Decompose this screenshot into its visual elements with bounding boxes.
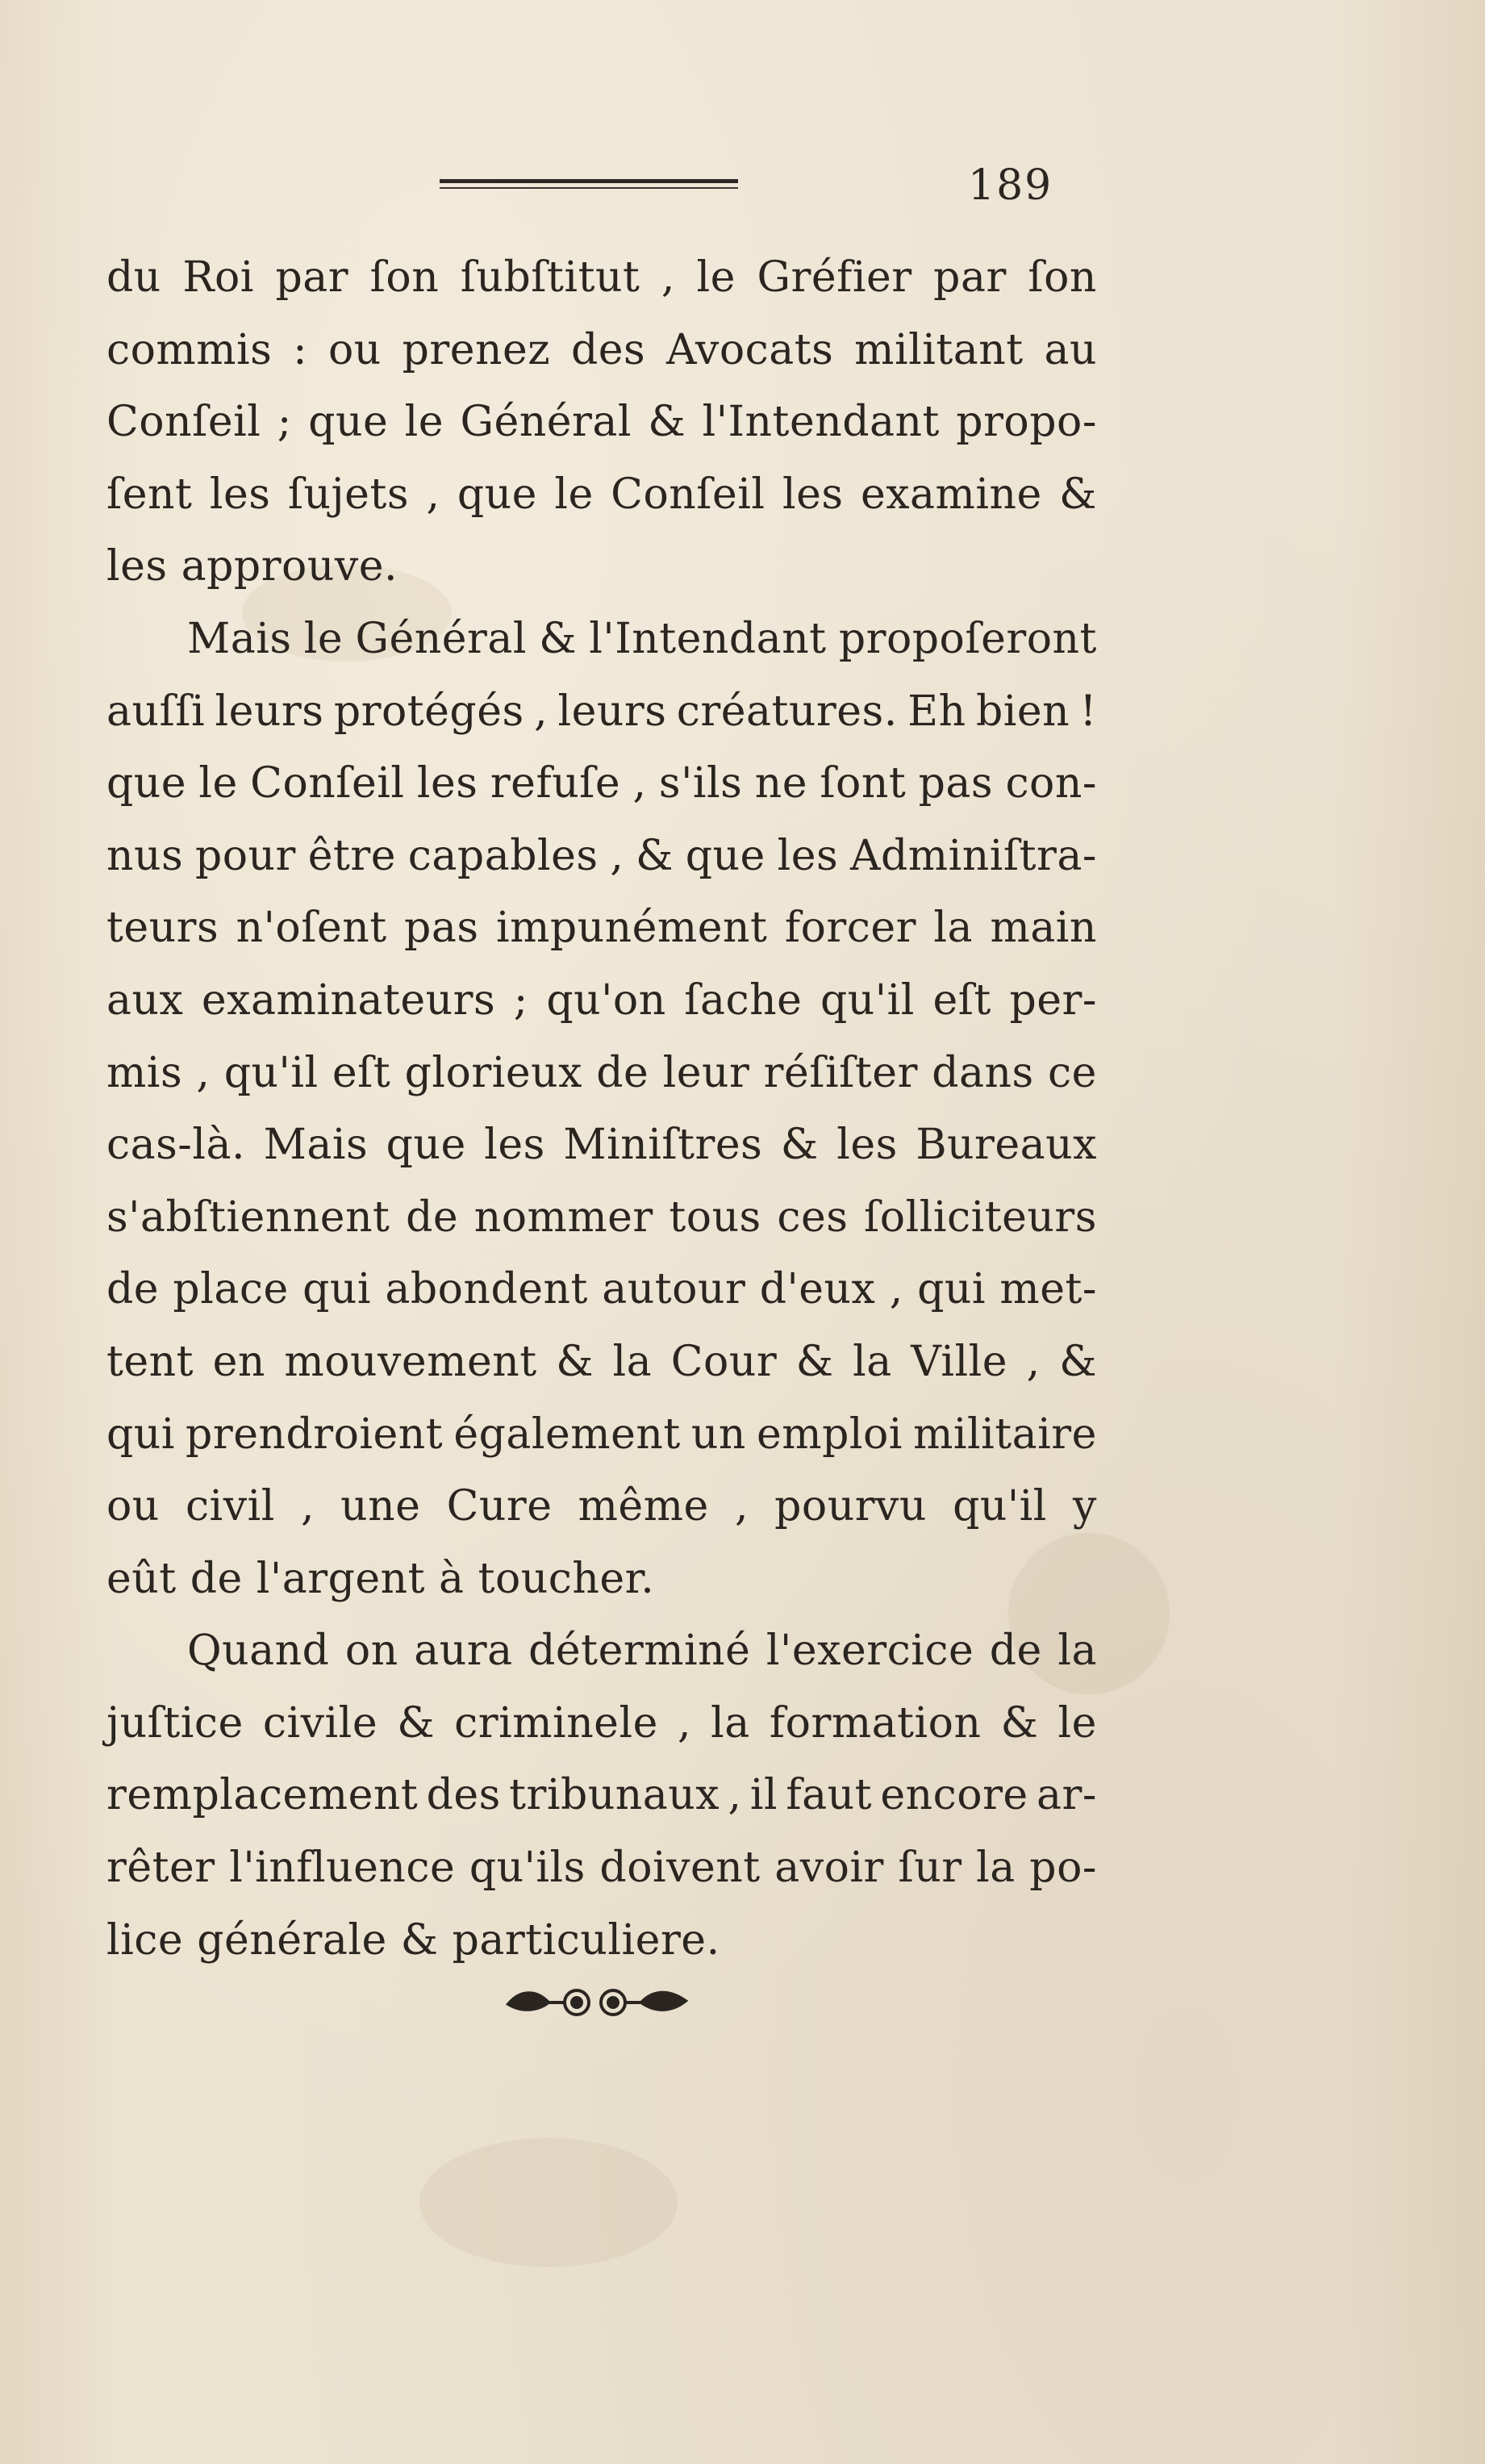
text-line: [106, 892, 1097, 965]
word: ,: [632, 759, 647, 808]
word: forcer: [784, 904, 916, 953]
word: l'exercice: [765, 1627, 974, 1676]
word: nus: [106, 831, 184, 880]
header-rule: [440, 179, 738, 190]
word: ,: [661, 253, 675, 302]
word: ce: [1047, 1048, 1097, 1097]
word: Général: [355, 614, 528, 663]
text-line: [106, 603, 1097, 676]
word: ſolliciteurs: [864, 1192, 1097, 1242]
word: leurs: [557, 687, 667, 736]
word: nommer: [473, 1192, 653, 1242]
word: que: [685, 831, 765, 880]
word: qu'il: [953, 1482, 1047, 1531]
text-line: [106, 748, 1097, 821]
word: auſſi: [106, 687, 206, 736]
word: ,: [534, 687, 549, 736]
text-line: [106, 1399, 1097, 1472]
word: juſtice: [106, 1698, 244, 1748]
word: &: [1059, 470, 1097, 519]
text-line: [106, 1615, 1097, 1688]
text-line: [106, 1038, 1097, 1110]
word: les: [782, 470, 844, 519]
word: cas-là.: [106, 1121, 246, 1170]
word: qui: [917, 1265, 987, 1314]
word: la: [976, 1844, 1016, 1893]
text-line: [106, 1254, 1097, 1326]
word: refuſe: [490, 759, 621, 808]
word: &: [795, 1337, 834, 1386]
word: civil: [185, 1482, 275, 1531]
word: con-: [1005, 759, 1097, 808]
text-line: [106, 821, 1097, 893]
word: également: [453, 1409, 681, 1459]
paper-stain: [419, 2138, 678, 2267]
text-line: eût de l'argent à toucher.: [106, 1554, 655, 1603]
word: la: [933, 904, 974, 953]
word: réſiſter: [763, 1048, 918, 1097]
word: il: [749, 1771, 778, 1820]
word: l'Intendant: [702, 398, 940, 447]
word: &: [648, 398, 686, 447]
text-line: lice générale & particuliere.: [106, 1915, 720, 1965]
word: Conſeil: [611, 470, 765, 519]
word: la: [711, 1698, 750, 1748]
word: teurs: [106, 904, 219, 953]
word: &: [539, 614, 578, 663]
word: leurs: [215, 687, 324, 736]
word: Roi: [182, 253, 254, 302]
word: le: [554, 470, 594, 519]
word: ;: [277, 398, 292, 447]
word: pourvu: [774, 1482, 927, 1531]
word: les: [484, 1121, 545, 1170]
word: eſt: [332, 1048, 391, 1097]
word: civile: [262, 1698, 378, 1748]
word: Ville: [911, 1337, 1008, 1386]
word: qu'il: [820, 975, 915, 1025]
word: emploi: [757, 1409, 903, 1459]
word: pas: [918, 759, 994, 808]
text-line: [106, 1326, 1097, 1399]
text-line: [106, 315, 1097, 387]
word: faut: [786, 1771, 873, 1820]
word: Conſeil: [106, 398, 261, 447]
word: n'oſent: [236, 904, 387, 953]
word: par: [933, 253, 1007, 302]
word: que: [386, 1121, 466, 1170]
word: prendroient: [186, 1409, 444, 1459]
word: par: [275, 253, 349, 302]
text-line: [106, 1760, 1097, 1832]
word: avoir: [774, 1844, 884, 1893]
word: ,: [610, 831, 624, 880]
word: autour: [602, 1265, 746, 1314]
word: Adminiſtra-: [849, 831, 1097, 880]
word: aura: [414, 1627, 513, 1676]
page-number: 189: [968, 161, 1053, 210]
text-line: [106, 1471, 1097, 1543]
word: criminele: [454, 1698, 658, 1748]
word: ſur: [898, 1844, 962, 1893]
word: ;: [513, 975, 528, 1025]
word: des: [426, 1771, 501, 1820]
word: le: [696, 253, 736, 302]
word: déterminé: [528, 1627, 751, 1676]
word: &: [397, 1698, 436, 1748]
word: rêter: [106, 1844, 215, 1893]
word: du: [106, 253, 161, 302]
text-line: [106, 1182, 1097, 1255]
word: pour: [194, 831, 296, 880]
word: l'Intendant: [589, 614, 827, 663]
word: ſont: [820, 759, 907, 808]
word: per-: [1009, 975, 1097, 1025]
word: Mais: [187, 614, 292, 663]
word: ſujets: [287, 470, 410, 519]
word: capables: [407, 831, 599, 880]
word: mouvement: [284, 1337, 537, 1386]
word: le: [198, 759, 238, 808]
word: &: [636, 831, 674, 880]
word: tous: [669, 1192, 761, 1242]
word: ſubſtitut: [460, 253, 640, 302]
word: formation: [769, 1698, 982, 1748]
word: que: [457, 470, 537, 519]
word: un: [690, 1409, 746, 1459]
word: !: [1079, 687, 1097, 736]
word: le: [404, 398, 444, 447]
word: propo-: [956, 398, 1097, 447]
word: qu'ils: [469, 1844, 586, 1893]
word: tent: [106, 1337, 194, 1386]
word: remplacement: [106, 1771, 419, 1820]
word: d'eux: [759, 1265, 876, 1314]
word: au: [1044, 325, 1097, 374]
word: ,: [196, 1048, 211, 1097]
word: de: [106, 1265, 160, 1314]
word: des: [570, 325, 646, 374]
word: Bureaux: [916, 1121, 1097, 1170]
text-line: [106, 965, 1097, 1038]
word: qu'il: [223, 1048, 319, 1097]
header-rule-thin: [440, 187, 738, 189]
word: &: [1000, 1698, 1039, 1748]
word: s'abſtiennent: [106, 1192, 390, 1242]
word: la: [853, 1337, 892, 1386]
word: ,: [300, 1482, 315, 1531]
page-header: [0, 161, 1485, 210]
word: encore: [880, 1771, 1028, 1820]
word: eſt: [932, 975, 991, 1025]
text-line: [106, 1688, 1097, 1760]
word: Miniſtres: [563, 1121, 763, 1170]
word: &: [1059, 1337, 1097, 1386]
word: les: [836, 1121, 898, 1170]
word: les: [209, 470, 271, 519]
word: les: [777, 831, 839, 880]
word: protégés: [333, 687, 524, 736]
word: on: [344, 1627, 398, 1676]
word: les: [416, 759, 478, 808]
word: créatures.: [676, 687, 898, 736]
word: en: [212, 1337, 265, 1386]
header-rule-thick: [440, 179, 738, 183]
word: commis: [106, 325, 273, 374]
word: ,: [889, 1265, 903, 1314]
word: que: [106, 759, 187, 808]
word: Conſeil: [250, 759, 405, 808]
word: aux: [106, 975, 184, 1025]
word: ſache: [684, 975, 803, 1025]
word: s'ils: [658, 759, 743, 808]
floral-ornament-icon: [500, 1978, 694, 2027]
word: :: [293, 325, 308, 374]
word: que: [308, 398, 389, 447]
word: Cure: [446, 1482, 553, 1531]
word: prenez: [402, 325, 551, 374]
word: Cour: [670, 1337, 778, 1386]
word: la: [612, 1337, 653, 1386]
word: ,: [734, 1482, 749, 1531]
word: propoſeront: [838, 614, 1097, 663]
text-line: [106, 242, 1097, 315]
text-line: [106, 459, 1097, 532]
word: militant: [854, 325, 1024, 374]
word: abondent: [385, 1265, 588, 1314]
word: ,: [728, 1771, 742, 1820]
word: ou: [106, 1482, 160, 1531]
word: ſon: [1028, 253, 1097, 302]
word: ne: [754, 759, 807, 808]
word: Avocats: [666, 325, 834, 374]
word: même: [578, 1482, 709, 1531]
word: être: [307, 831, 396, 880]
word: ces: [777, 1192, 849, 1242]
word: dans: [932, 1048, 1034, 1097]
word: y: [1073, 1482, 1097, 1531]
word: ſon: [369, 253, 440, 302]
word: ou: [328, 325, 382, 374]
text-line: [106, 1109, 1097, 1182]
word: tribunaux: [509, 1771, 720, 1820]
word: qui: [302, 1265, 372, 1314]
word: place: [173, 1265, 289, 1314]
word: main: [990, 904, 1097, 953]
word: qui: [106, 1409, 175, 1459]
word: mis: [106, 1048, 183, 1097]
word: ,: [1026, 1337, 1041, 1386]
text-line: [106, 1832, 1097, 1905]
word: la: [1057, 1627, 1097, 1676]
word: glorieux: [404, 1048, 582, 1097]
text-line: [106, 676, 1097, 749]
text-line: [106, 386, 1097, 459]
text-line: les approuve.: [106, 542, 398, 591]
word: de: [406, 1192, 459, 1242]
word: Quand: [187, 1627, 330, 1676]
body-text: [106, 242, 1097, 1977]
word: examinateurs: [201, 975, 496, 1025]
word: &: [780, 1121, 819, 1170]
word: impunément: [495, 904, 768, 953]
word: Eh: [907, 687, 966, 736]
word: ſent: [106, 470, 193, 519]
word: doivent: [599, 1844, 761, 1893]
word: le: [1057, 1698, 1097, 1748]
word: Général: [460, 398, 632, 447]
word: le: [303, 614, 344, 663]
word: &: [556, 1337, 594, 1386]
word: ,: [426, 470, 440, 519]
word: ,: [677, 1698, 692, 1748]
word: bien: [975, 687, 1070, 736]
word: de: [596, 1048, 649, 1097]
word: examine: [860, 470, 1042, 519]
word: pas: [404, 904, 479, 953]
word: leur: [662, 1048, 750, 1097]
word: une: [340, 1482, 421, 1531]
word: met-: [999, 1265, 1097, 1314]
word: ar-: [1037, 1771, 1097, 1820]
word: Mais: [263, 1121, 369, 1170]
word: de: [989, 1627, 1042, 1676]
word: qu'on: [546, 975, 666, 1025]
word: l'influence: [229, 1844, 456, 1893]
word: militaire: [913, 1409, 1097, 1459]
word: Gréfier: [757, 253, 912, 302]
word: po-: [1029, 1844, 1097, 1893]
